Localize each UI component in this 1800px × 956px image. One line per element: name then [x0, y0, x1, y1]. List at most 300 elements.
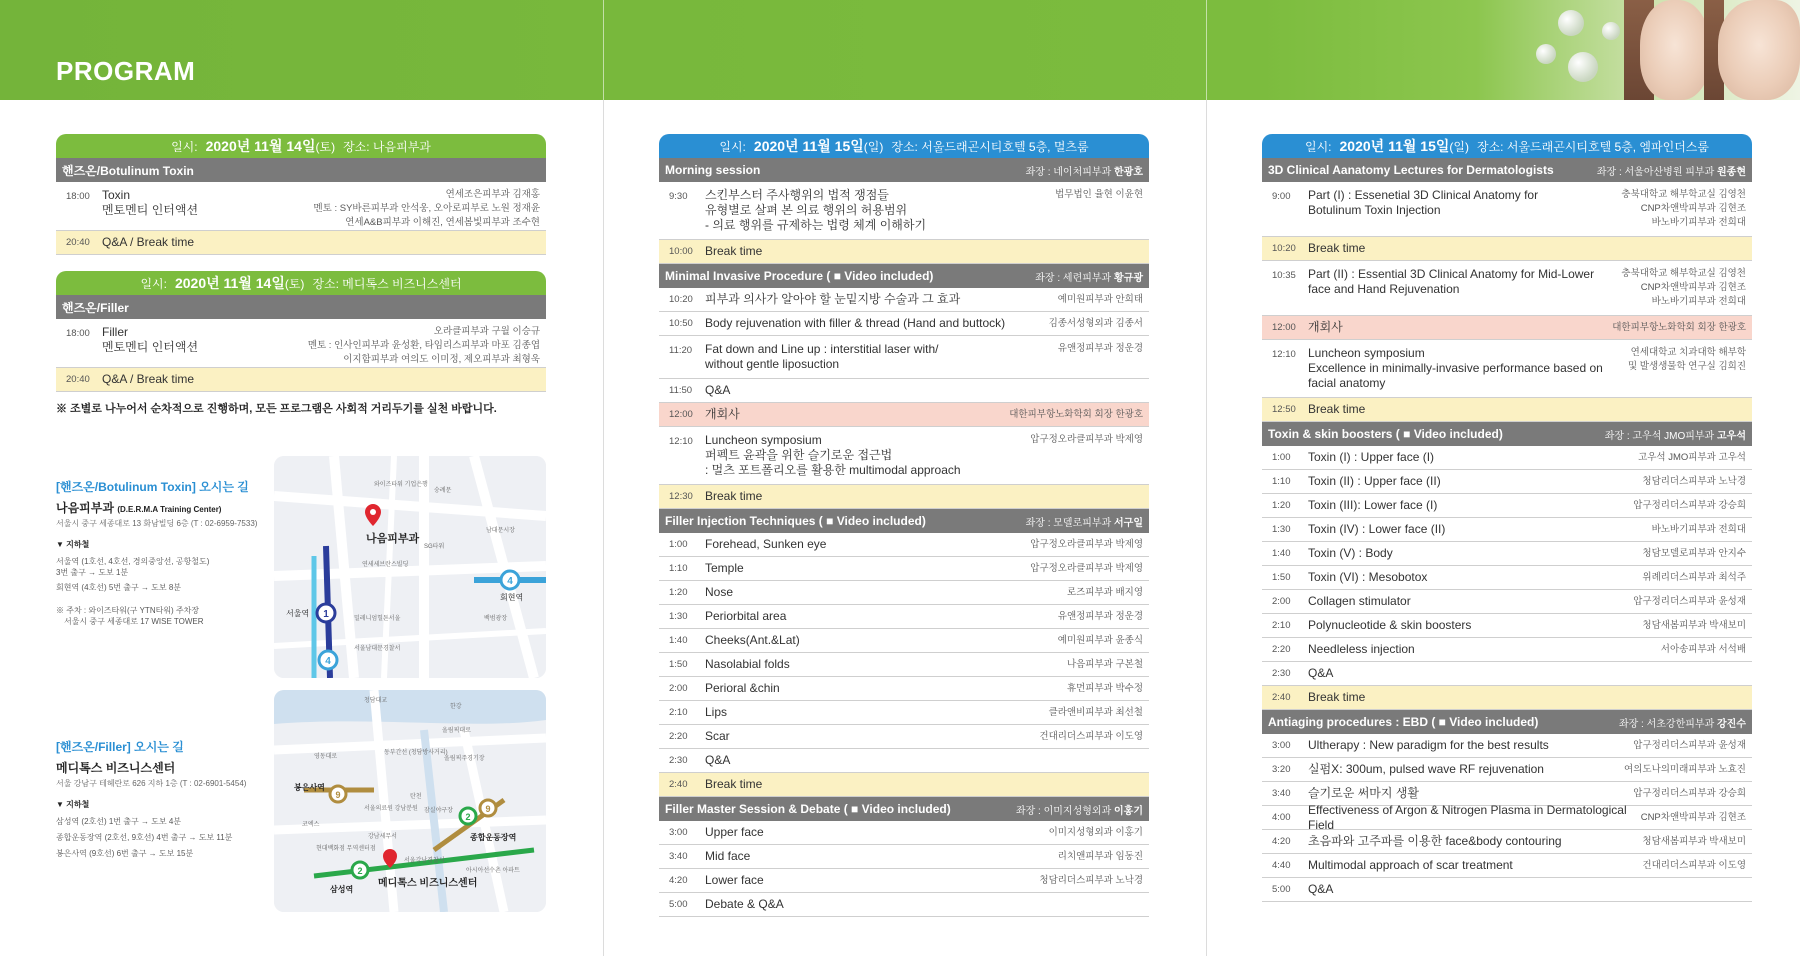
program-row [659, 845, 1149, 869]
row-time: 3:00 [1272, 740, 1291, 751]
map-label: 현대백화점 무역센터점 [316, 846, 376, 852]
session-header [56, 295, 546, 319]
session-title: Morning session [665, 163, 761, 177]
row-time: 2:30 [669, 755, 688, 766]
row-time: 2:00 [1272, 596, 1291, 607]
row-time: 5:00 [669, 899, 688, 910]
subway-line: 종합운동장역 (2호선, 9호선) 4번 출구 → 도보 11분 [56, 833, 233, 842]
date-prefix: 일시: [719, 139, 746, 154]
session-chair [1605, 427, 1746, 442]
row-speaker: 예미원피부과 윤종식 [1057, 634, 1143, 646]
row-title: Part (I) : Essenetial 3D Clinical Anatomy for Botulinum Toxin Injection [1308, 188, 1539, 217]
row-title: 슬기로운 써마지 생활 [1308, 786, 1419, 800]
row-title: Nose [705, 585, 734, 599]
program-row [1262, 830, 1752, 854]
row-time: 11:50 [669, 385, 693, 396]
map-label: 청담대교 [364, 698, 388, 704]
map-label: 탄천 [410, 794, 422, 800]
row-speaker: 유앤정피부과 정운경 [1057, 343, 1143, 354]
notice-text: ※ 조별로 나누어서 순차적으로 진행하며, 모든 프로그램은 사회적 거리두기를 실천 바랍니다. [56, 403, 497, 415]
row-speaker: 압구정오라클피부과 박제영 [1030, 562, 1143, 574]
break-row [659, 240, 1149, 264]
row-title: Part (II) : Essential 3D Clinical Anatomy for Mid-Lower face and Hand Rejuvenation [1308, 267, 1595, 296]
break-row [56, 231, 546, 255]
date-main: 2020년 11월 15일 [1339, 138, 1450, 154]
date-main: 2020년 11월 14일 [174, 275, 285, 291]
map-label: 코엑스 [302, 822, 320, 828]
row-speaker: 클라앤비피부과 최선철 [1048, 706, 1143, 718]
row-speaker: 압구정리더스피부과 강승희 [1633, 787, 1746, 799]
program-row [1262, 734, 1752, 758]
chair-label: 좌장 : 서울아산병원 피부과 [1596, 166, 1715, 178]
row-title: 초음파와 고주파를 이용한 face&body contouring [1308, 834, 1562, 848]
subway-lines [56, 556, 276, 593]
program-row [1262, 182, 1752, 237]
program-row [659, 725, 1149, 749]
chair-label: 좌장 : 모델로피부과 [1025, 517, 1112, 529]
row-title: Effectiveness of Argon & Nitrogen Plasma in Dermatological Field [1308, 802, 1627, 832]
program-row [1262, 638, 1752, 662]
session-title: 3D Clinical Aanatomy Lectures for Dermatologists [1268, 163, 1554, 177]
program-row [659, 288, 1149, 312]
date-place: 장소: 메디톡스 비즈니스센터 [312, 276, 462, 291]
row-title: Scar [705, 729, 730, 743]
row-title: Break time [1308, 690, 1366, 704]
chair-name: 서구일 [1114, 517, 1143, 529]
date-header [1262, 134, 1752, 158]
row-time: 1:40 [669, 635, 688, 646]
row-title: Multimodal approach of scar treatment [1308, 858, 1513, 872]
venue-name-sub: (D.E.R.M.A Training Center) [117, 505, 222, 514]
map-label: 동부간선 (청담방사거리) [384, 750, 448, 756]
row-title: Ultherapy : New paradigm for the best results [1308, 738, 1549, 752]
venue-name [56, 499, 276, 516]
session-header [1262, 422, 1752, 446]
map-label: 영동대로 [314, 754, 338, 760]
row-title: 실펌X: 300um, pulsed wave RF rejuvenation [1308, 762, 1544, 776]
row-title: Toxin (VI) : Mesobotox [1308, 570, 1428, 584]
break-row [56, 368, 546, 392]
row-speaker: 대한피부항노화학회 회장 한광호 [1009, 408, 1143, 420]
row-time: 12:00 [669, 409, 693, 420]
row-speaker [313, 188, 546, 230]
map-label: 서울남대문경찰서 [354, 646, 401, 652]
date-header [659, 134, 1149, 158]
row-time: 1:40 [1272, 548, 1291, 559]
speaker-line: 이지함피부과 여의도 이미정, 제오피부과 최형욱 [343, 354, 540, 365]
row-time: 1:50 [1272, 572, 1291, 583]
schedule-block-toxin [56, 134, 546, 255]
row-time: 2:40 [669, 779, 688, 790]
subway-line: 3번 출구 → 도보 1분 [56, 568, 129, 577]
program-row [1262, 494, 1752, 518]
row-speaker: 청담새봄피부과 박새보미 [1642, 835, 1746, 847]
row-title: Break time [1308, 241, 1366, 255]
session-chair [1035, 269, 1143, 284]
program-row [659, 701, 1149, 725]
map-label: SG타워 [424, 544, 445, 550]
map-label: 남대문시장 [486, 528, 515, 534]
program-row [659, 581, 1149, 605]
column-divider [603, 100, 604, 956]
svg-text:9: 9 [335, 790, 341, 800]
session-title: Toxin & skin boosters ( ■ Video included) [1268, 427, 1503, 441]
row-time: 1:30 [669, 611, 688, 622]
row-time: 10:35 [1272, 270, 1296, 281]
row-title: Break time [705, 777, 763, 791]
directions-filler [56, 738, 276, 859]
date-day: (일) [1449, 139, 1469, 154]
program-row [1262, 261, 1752, 316]
break-row [1262, 686, 1752, 710]
row-title: Q&A [705, 753, 731, 767]
session-chair [1619, 715, 1746, 730]
row-title: Lower face [705, 873, 764, 887]
row-title-line: Filler [102, 325, 128, 339]
row-title-line: 멘토멘티 인터액션 [102, 203, 199, 217]
session-chair [1016, 802, 1143, 817]
session-title: Minimal Invasive Procedure ( ■ Video included) [665, 269, 934, 283]
row-title: Luncheon symposium 퍼펙트 윤곽을 위한 슬기로운 접근법 : 멀츠 포트폴리오를 활용한 multimodal approach [705, 433, 961, 477]
break-row [659, 485, 1149, 509]
map-label-place: 나음피부과 [366, 533, 420, 545]
program-row [1262, 854, 1752, 878]
row-time: 2:10 [669, 707, 688, 718]
date-main: 2020년 11월 14일 [205, 138, 316, 154]
row-time: 2:10 [1272, 620, 1291, 631]
row-title [102, 325, 308, 355]
row-time: 12:30 [669, 491, 693, 502]
session-header [659, 158, 1149, 182]
session-chair [1026, 163, 1143, 178]
row-time: 2:00 [669, 683, 688, 694]
schedule-list [1262, 158, 1752, 902]
row-time: 18:00 [66, 328, 90, 339]
map-filler [274, 690, 546, 912]
row-speaker: 연세대학교 치과대학 해부학 및 발생생물학 연구실 김희진 [1627, 347, 1746, 372]
row-title: Toxin (II) : Upper face (II) [1308, 474, 1441, 488]
program-row [1262, 446, 1752, 470]
row-speaker: 건대리더스피부과 이도영 [1642, 859, 1746, 871]
row-title: Temple [705, 561, 744, 575]
program-row [1262, 542, 1752, 566]
row-time: 9:00 [1272, 191, 1291, 202]
row-title: Toxin (IV) : Lower face (II) [1308, 522, 1446, 536]
program-row [659, 653, 1149, 677]
subway-line: 회현역 (4호선) 5번 출구 → 도보 8분 [56, 583, 182, 592]
row-time: 1:00 [669, 539, 688, 550]
row-title: Needleless injection [1308, 642, 1415, 656]
map-label-station: 봉은사역 [294, 783, 325, 792]
row-time: 1:10 [1272, 476, 1291, 487]
row-title-line: 멘토멘티 인터액션 [102, 340, 199, 354]
date-header [56, 271, 546, 295]
row-title: Upper face [705, 825, 764, 839]
date-header [56, 134, 546, 158]
svg-text:4: 4 [507, 576, 513, 587]
map-label: 밀레니엄힐튼서울 [354, 616, 401, 622]
parking-info [56, 605, 276, 627]
map-label: 연세세브란스빌딩 [362, 562, 409, 568]
row-speaker: 로즈피부과 배지영 [1066, 586, 1143, 598]
row-speaker: 충북대학교 해부학교실 김영천 CNP차앤박피부과 김현조 바노바기피부과 전희대 [1621, 189, 1746, 228]
session-chair [1026, 514, 1143, 529]
row-title: Body rejuvenation with filler & thread (Hand and buttock) [705, 316, 1006, 330]
row-time: 4:40 [1272, 860, 1291, 871]
date-prefix: 일시: [1304, 139, 1332, 154]
row-title: Q&A [1308, 666, 1334, 680]
program-row [1262, 470, 1752, 494]
program-row [659, 379, 1149, 403]
program-row [659, 182, 1149, 240]
header-banner [0, 0, 1800, 100]
date-day: (일) [863, 139, 884, 154]
venue-name-text: 나음피부과 [56, 501, 114, 515]
chair-name: 한광호 [1114, 166, 1143, 178]
map-label: 서울의료원 강남분원 [364, 806, 418, 812]
map-label-station: 회현역 [500, 593, 524, 602]
chair-label: 좌장 : 이미지성형외과 [1015, 805, 1112, 817]
row-title: Q&A / Break time [102, 372, 195, 386]
svg-text:2: 2 [357, 866, 363, 876]
break-row [1262, 237, 1752, 261]
map-label: 와이즈타워 기업은행 [374, 482, 428, 488]
row-speaker: 압구정오라클피부과 박제영 [1030, 434, 1143, 445]
row-time: 4:20 [1272, 836, 1291, 847]
program-row [1262, 878, 1752, 902]
row-speaker: 대한피부항노화학회 회장 한광호 [1612, 321, 1746, 333]
chair-name: 고우석 [1717, 430, 1746, 442]
row-speaker: 압구정리더스피부과 윤성재 [1633, 595, 1746, 607]
row-time: 1:10 [669, 563, 688, 574]
middle-column [659, 134, 1149, 917]
svg-text:2: 2 [465, 812, 471, 822]
row-time: 1:20 [1272, 500, 1291, 511]
map-label: 숭례문 [434, 488, 452, 494]
row-speaker: 압구정오라클피부과 박제영 [1030, 538, 1143, 550]
row-title: Toxin (I) : Upper face (I) [1308, 450, 1435, 464]
row-speaker: 위례리더스피부과 최석주 [1642, 571, 1746, 583]
row-speaker: 법무법인 율현 이윤현 [1055, 189, 1143, 200]
row-speaker: 서아송피부과 서석배 [1660, 643, 1746, 655]
row-time: 10:20 [1272, 243, 1296, 254]
row-speaker: 청담모델로피부과 안지수 [1642, 547, 1746, 559]
session-header [659, 797, 1149, 821]
row-speaker: CNP차앤박피부과 김현조 [1640, 811, 1746, 823]
parking-line: ※ 주차 : 와이즈타워(구 YTN타워) 주차장 [56, 606, 200, 615]
row-speaker: 압구정리더스피부과 윤성재 [1633, 739, 1746, 751]
row-time: 10:20 [669, 294, 693, 305]
program-row [659, 557, 1149, 581]
row-title: Fat down and Line up : interstitial laser with/ without gentle liposuction [705, 342, 939, 371]
row-speaker: 충북대학교 해부학교실 김영천 CNP차앤박피부과 김현조 바노바기피부과 전희대 [1621, 268, 1746, 307]
date-main: 2020년 11월 15일 [753, 138, 864, 154]
row-speaker: 고우석 JMO피부과 고우석 [1638, 451, 1746, 463]
program-row [1262, 662, 1752, 686]
venue-name: 메디톡스 비즈니스센터 [56, 761, 176, 775]
row-time: 2:40 [1272, 692, 1291, 703]
row-time: 4:00 [1272, 812, 1291, 823]
row-title: Forehead, Sunken eye [705, 537, 827, 551]
map-label: 아시아선수촌 아파트 [466, 868, 520, 874]
row-time: 2:20 [1272, 644, 1291, 655]
page-title: PROGRAM [56, 56, 196, 86]
row-title: Break time [1308, 402, 1366, 416]
row-title: Nasolabial folds [705, 657, 790, 671]
row-title: 피부과 의사가 알아야 할 눈밑지방 수술과 그 효과 [705, 292, 961, 306]
session-header [56, 158, 546, 182]
row-speaker: 압구정리더스피부과 강승희 [1633, 499, 1746, 511]
row-title: 개회사 [1308, 320, 1343, 334]
chair-label: 좌장 : 네이처피부과 [1025, 166, 1112, 178]
map-label: 잠실야구장 [424, 808, 453, 814]
session-header [1262, 158, 1752, 182]
row-speaker: 휴먼피부과 박수정 [1066, 682, 1143, 694]
directions-heading: [핸즈온/Botulinum Toxin] 오시는 길 [56, 480, 249, 494]
row-title: Mid face [705, 849, 751, 863]
date-day: (토) [284, 276, 305, 291]
row-speaker: 청담리더스피부과 노낙경 [1039, 874, 1143, 886]
column-divider [1206, 100, 1207, 956]
program-row [659, 629, 1149, 653]
row-speaker: 청담새봄피부과 박새보미 [1642, 619, 1746, 631]
banner-divider [603, 0, 604, 100]
row-time: 3:20 [1272, 764, 1291, 775]
speaker-line: 멘토 : 인사인피부과 윤성환, 타임리스피부과 마포 김종엽 [307, 340, 540, 351]
right-column [1262, 134, 1752, 902]
session-title: 핸즈온/Filler [62, 300, 129, 315]
chair-name: 강진수 [1717, 718, 1746, 730]
row-title: Q&A [1308, 882, 1334, 896]
row-title [102, 188, 313, 218]
row-speaker: 나음피부과 구본철 [1066, 658, 1143, 670]
program-row [659, 605, 1149, 629]
row-title: Luncheon symposium Excellence in minimally-invasive performance based on facial anatomy [1308, 346, 1603, 390]
program-row [659, 869, 1149, 893]
date-prefix: 일시: [140, 276, 167, 291]
chair-name: 황규광 [1114, 272, 1143, 284]
row-title: Cheeks(Ant.&Lat) [705, 633, 800, 647]
row-time: 12:00 [1272, 322, 1296, 333]
row-time: 10:50 [669, 318, 693, 329]
chair-label: 좌장 : 고우석 JMO피부과 [1604, 430, 1715, 442]
program-row [659, 533, 1149, 557]
row-title: Perioral &chin [705, 681, 780, 695]
map-label: 강남세무서 [368, 834, 397, 840]
row-title: 개회사 [705, 407, 740, 421]
map-label: 서울강남경찰서 [404, 858, 445, 864]
program-row [56, 319, 546, 368]
program-row [1262, 566, 1752, 590]
row-speaker [308, 325, 546, 367]
row-time: 20:40 [66, 374, 90, 385]
chair-label: 좌장 : 서초강한피부과 [1618, 718, 1715, 730]
schedule-list [659, 158, 1149, 917]
row-time: 11:20 [669, 345, 693, 356]
session-chair [1597, 163, 1746, 178]
break-row [1262, 398, 1752, 422]
svg-text:4: 4 [325, 656, 331, 667]
row-speaker: 김종서성형외과 김종서 [1048, 317, 1143, 329]
speaker-line: 오라클피부과 구월 이승규 [433, 326, 540, 337]
schedule-block-filler [56, 271, 546, 392]
speaker-line: 멘토 : SY바른피부과 안석웅, 오아로피부로 노원 정재윤 [313, 203, 540, 214]
map-label: 백범광장 [484, 616, 508, 622]
row-time: 1:30 [1272, 524, 1291, 535]
row-time: 1:50 [669, 659, 688, 670]
row-title: Toxin (V) : Body [1308, 546, 1393, 560]
program-row [659, 336, 1149, 379]
row-time: 3:00 [669, 827, 688, 838]
row-time: 18:00 [66, 191, 90, 202]
row-title: Polynucleotide & skin boosters [1308, 618, 1472, 632]
session-header [1262, 710, 1752, 734]
date-place: 장소: 나음피부과 [343, 139, 431, 154]
venue-address: 서울시 중구 세종대로 13 화남빌딩 6층 (T : 02-6959-7533) [56, 519, 258, 528]
date-place: 장소: 서울드래곤시티호텔 5층, 멀츠룸 [891, 139, 1089, 154]
program-row [1262, 590, 1752, 614]
highlight-row [659, 403, 1149, 427]
row-speaker: 청담리더스피부과 노낙경 [1642, 475, 1746, 487]
row-speaker: 이미지성형외과 이홍기 [1048, 826, 1143, 838]
left-column [56, 134, 546, 416]
row-title: Toxin (III): Lower face (I) [1308, 498, 1438, 512]
map-label: 한강 [450, 704, 462, 710]
program-row [659, 749, 1149, 773]
row-title-line: Toxin [102, 188, 131, 202]
banner-divider [1206, 0, 1207, 100]
map-label: 올림픽대로 [442, 728, 471, 734]
chair-name: 원종현 [1717, 166, 1746, 178]
row-title: Periorbital area [705, 609, 787, 623]
row-speaker: 예미원피부과 안희태 [1057, 293, 1143, 305]
subway-lines [56, 816, 276, 859]
program-row [1262, 614, 1752, 638]
row-title: Q&A [705, 383, 731, 397]
svg-text:9: 9 [485, 804, 491, 814]
date-place: 장소: 서울드래곤시티호텔 5층, 엠파인더스룸 [1476, 139, 1709, 154]
row-time: 12:10 [669, 436, 693, 447]
highlight-row [1262, 316, 1752, 340]
speaker-line: 연세A&B피부과 이해진, 연세봄빛피부과 조수현 [345, 217, 540, 228]
row-speaker: 여의도나의미래피부과 노효진 [1624, 763, 1746, 775]
row-title: Collagen stimulator [1308, 594, 1411, 608]
map-label-station: 서울역 [286, 609, 310, 618]
break-row [659, 773, 1149, 797]
session-title: Antiaging procedures : EBD ( ■ Video included) [1268, 715, 1539, 729]
faces-image [1528, 0, 1800, 100]
program-row [1262, 758, 1752, 782]
subway-line: 봉은사역 (9호선) 6번 출구 → 도보 15분 [56, 849, 194, 858]
directions-toxin [56, 478, 276, 627]
row-time: 9:30 [669, 191, 688, 202]
row-title: Q&A / Break time [102, 235, 195, 249]
venue-address: 서울 강남구 테헤란로 626 지하 1층 (T : 02-6901-5454) [56, 779, 247, 788]
map-label-place: 메디톡스 비즈니스센터 [378, 878, 478, 889]
program-row [1262, 802, 1752, 832]
row-title: Lips [705, 705, 728, 719]
row-time: 2:20 [669, 731, 688, 742]
row-time: 20:40 [66, 237, 90, 248]
program-row [56, 182, 546, 231]
chair-name: 이홍기 [1114, 805, 1143, 817]
program-row [659, 312, 1149, 336]
program-row [659, 677, 1149, 701]
subway-label: ▼ 지하철 [56, 800, 90, 809]
subway-label: ▼ 지하철 [56, 540, 90, 549]
row-time: 3:40 [1272, 788, 1291, 799]
map-label: 올림픽주경기장 [444, 756, 485, 762]
